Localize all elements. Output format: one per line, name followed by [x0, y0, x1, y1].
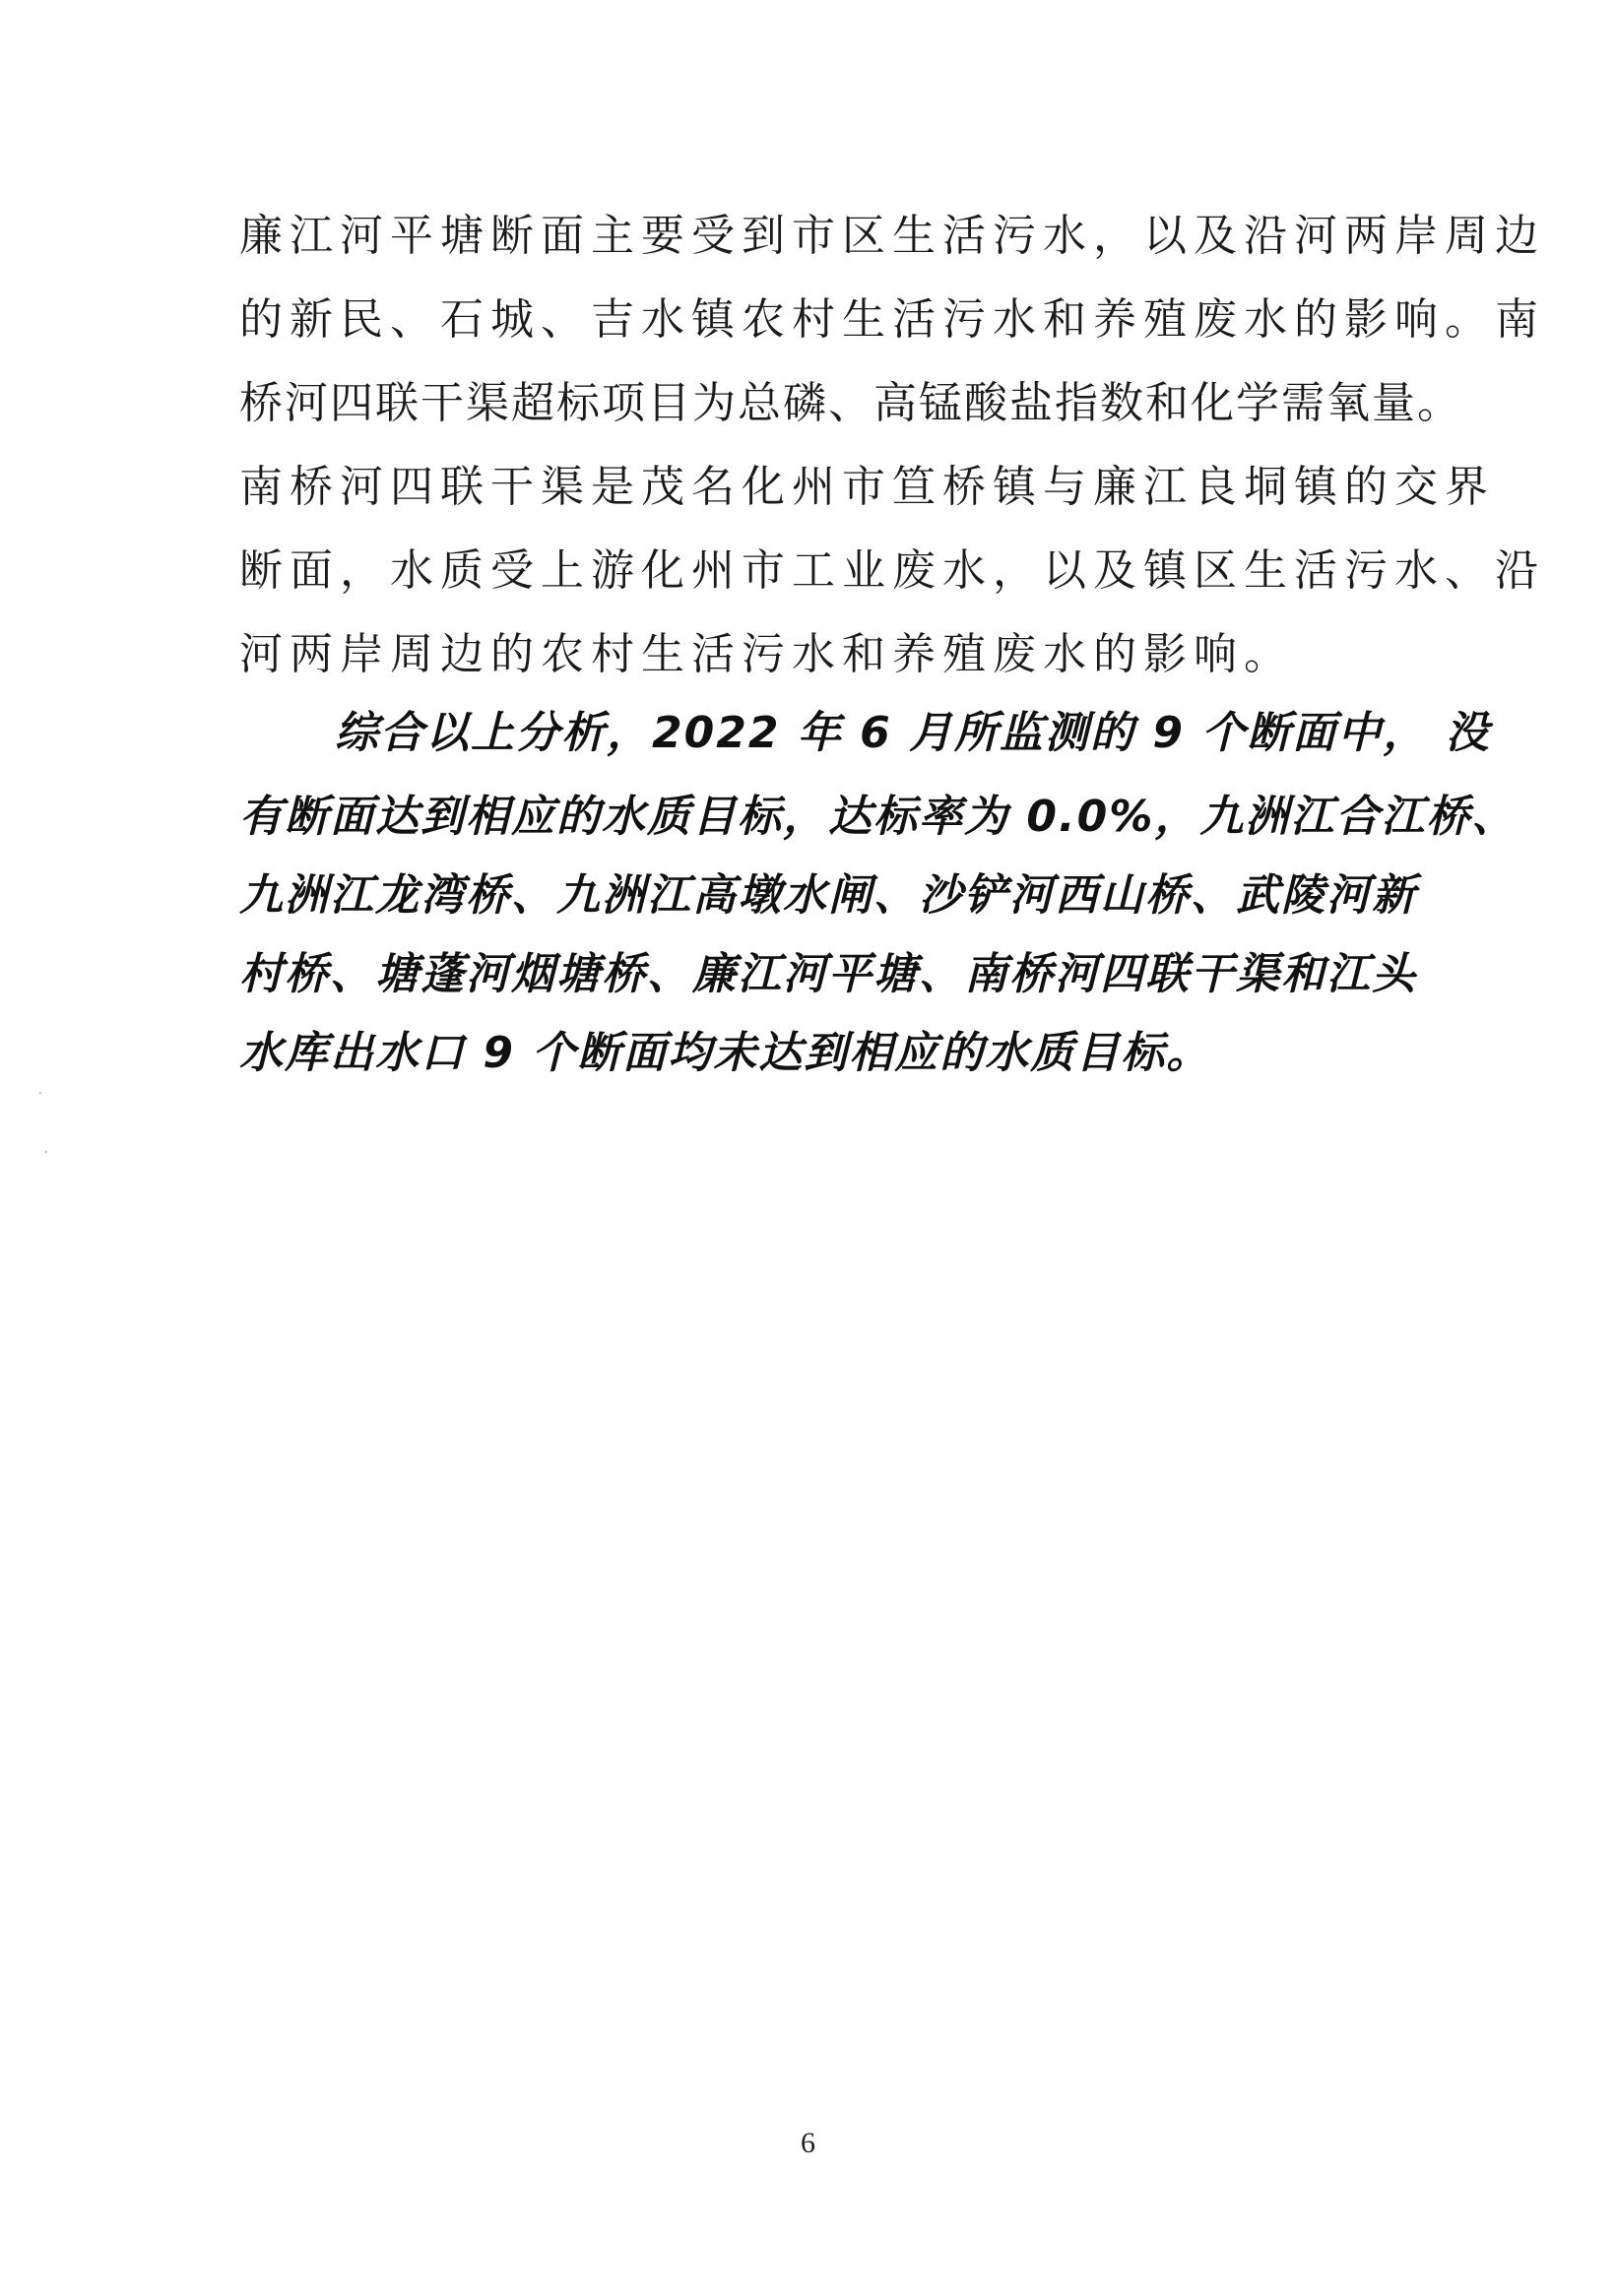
scan-speck: ·	[43, 1142, 49, 1163]
paragraph-2-line-1: 综合以上分析，2022 年 6 月所监测的 9 个断面中， 没	[335, 708, 1491, 758]
page-number: 6	[801, 2127, 815, 2159]
paragraph-2-line-2: 有断面达到相应的水质目标，达标率为 0.0%，九洲江合江桥、	[239, 792, 1518, 842]
paragraph-1-line-4: 南桥河四联干渠是茂名化州市笪桥镇与廉江良垌镇的交界	[239, 462, 1495, 512]
paragraph-2-line-4: 村桥、塘蓬河烟塘桥、廉江河平塘、南桥河四联干渠和江头	[239, 949, 1417, 999]
paragraph-2-line-3: 九洲江龙湾桥、九洲江高墩水闸、沙铲河西山桥、武陵河新	[239, 870, 1417, 921]
paragraph-1-line-5: 断面，水质受上游化州市工业废水，以及镇区生活污水、沿	[239, 545, 1545, 596]
paragraph-1-line-1: 廉江河平塘断面主要受到市区生活污水，以及沿河两岸周边	[239, 211, 1545, 261]
paragraph-2-line-5: 水库出水口 9 个断面均未达到相应的水质目标。	[239, 1028, 1212, 1078]
scan-speck: ·	[37, 1083, 43, 1104]
paragraph-1-line-6: 河两岸周边的农村生活污水和养殖废水的影响。	[239, 629, 1294, 679]
paragraph-1-line-2: 的新民、石城、吉水镇农村生活污水和养殖废水的影响。南	[239, 294, 1545, 345]
paragraph-1-line-3: 桥河四联干渠超标项目为总磷、高锰酸盐指数和化学需氧量。	[239, 378, 1462, 428]
